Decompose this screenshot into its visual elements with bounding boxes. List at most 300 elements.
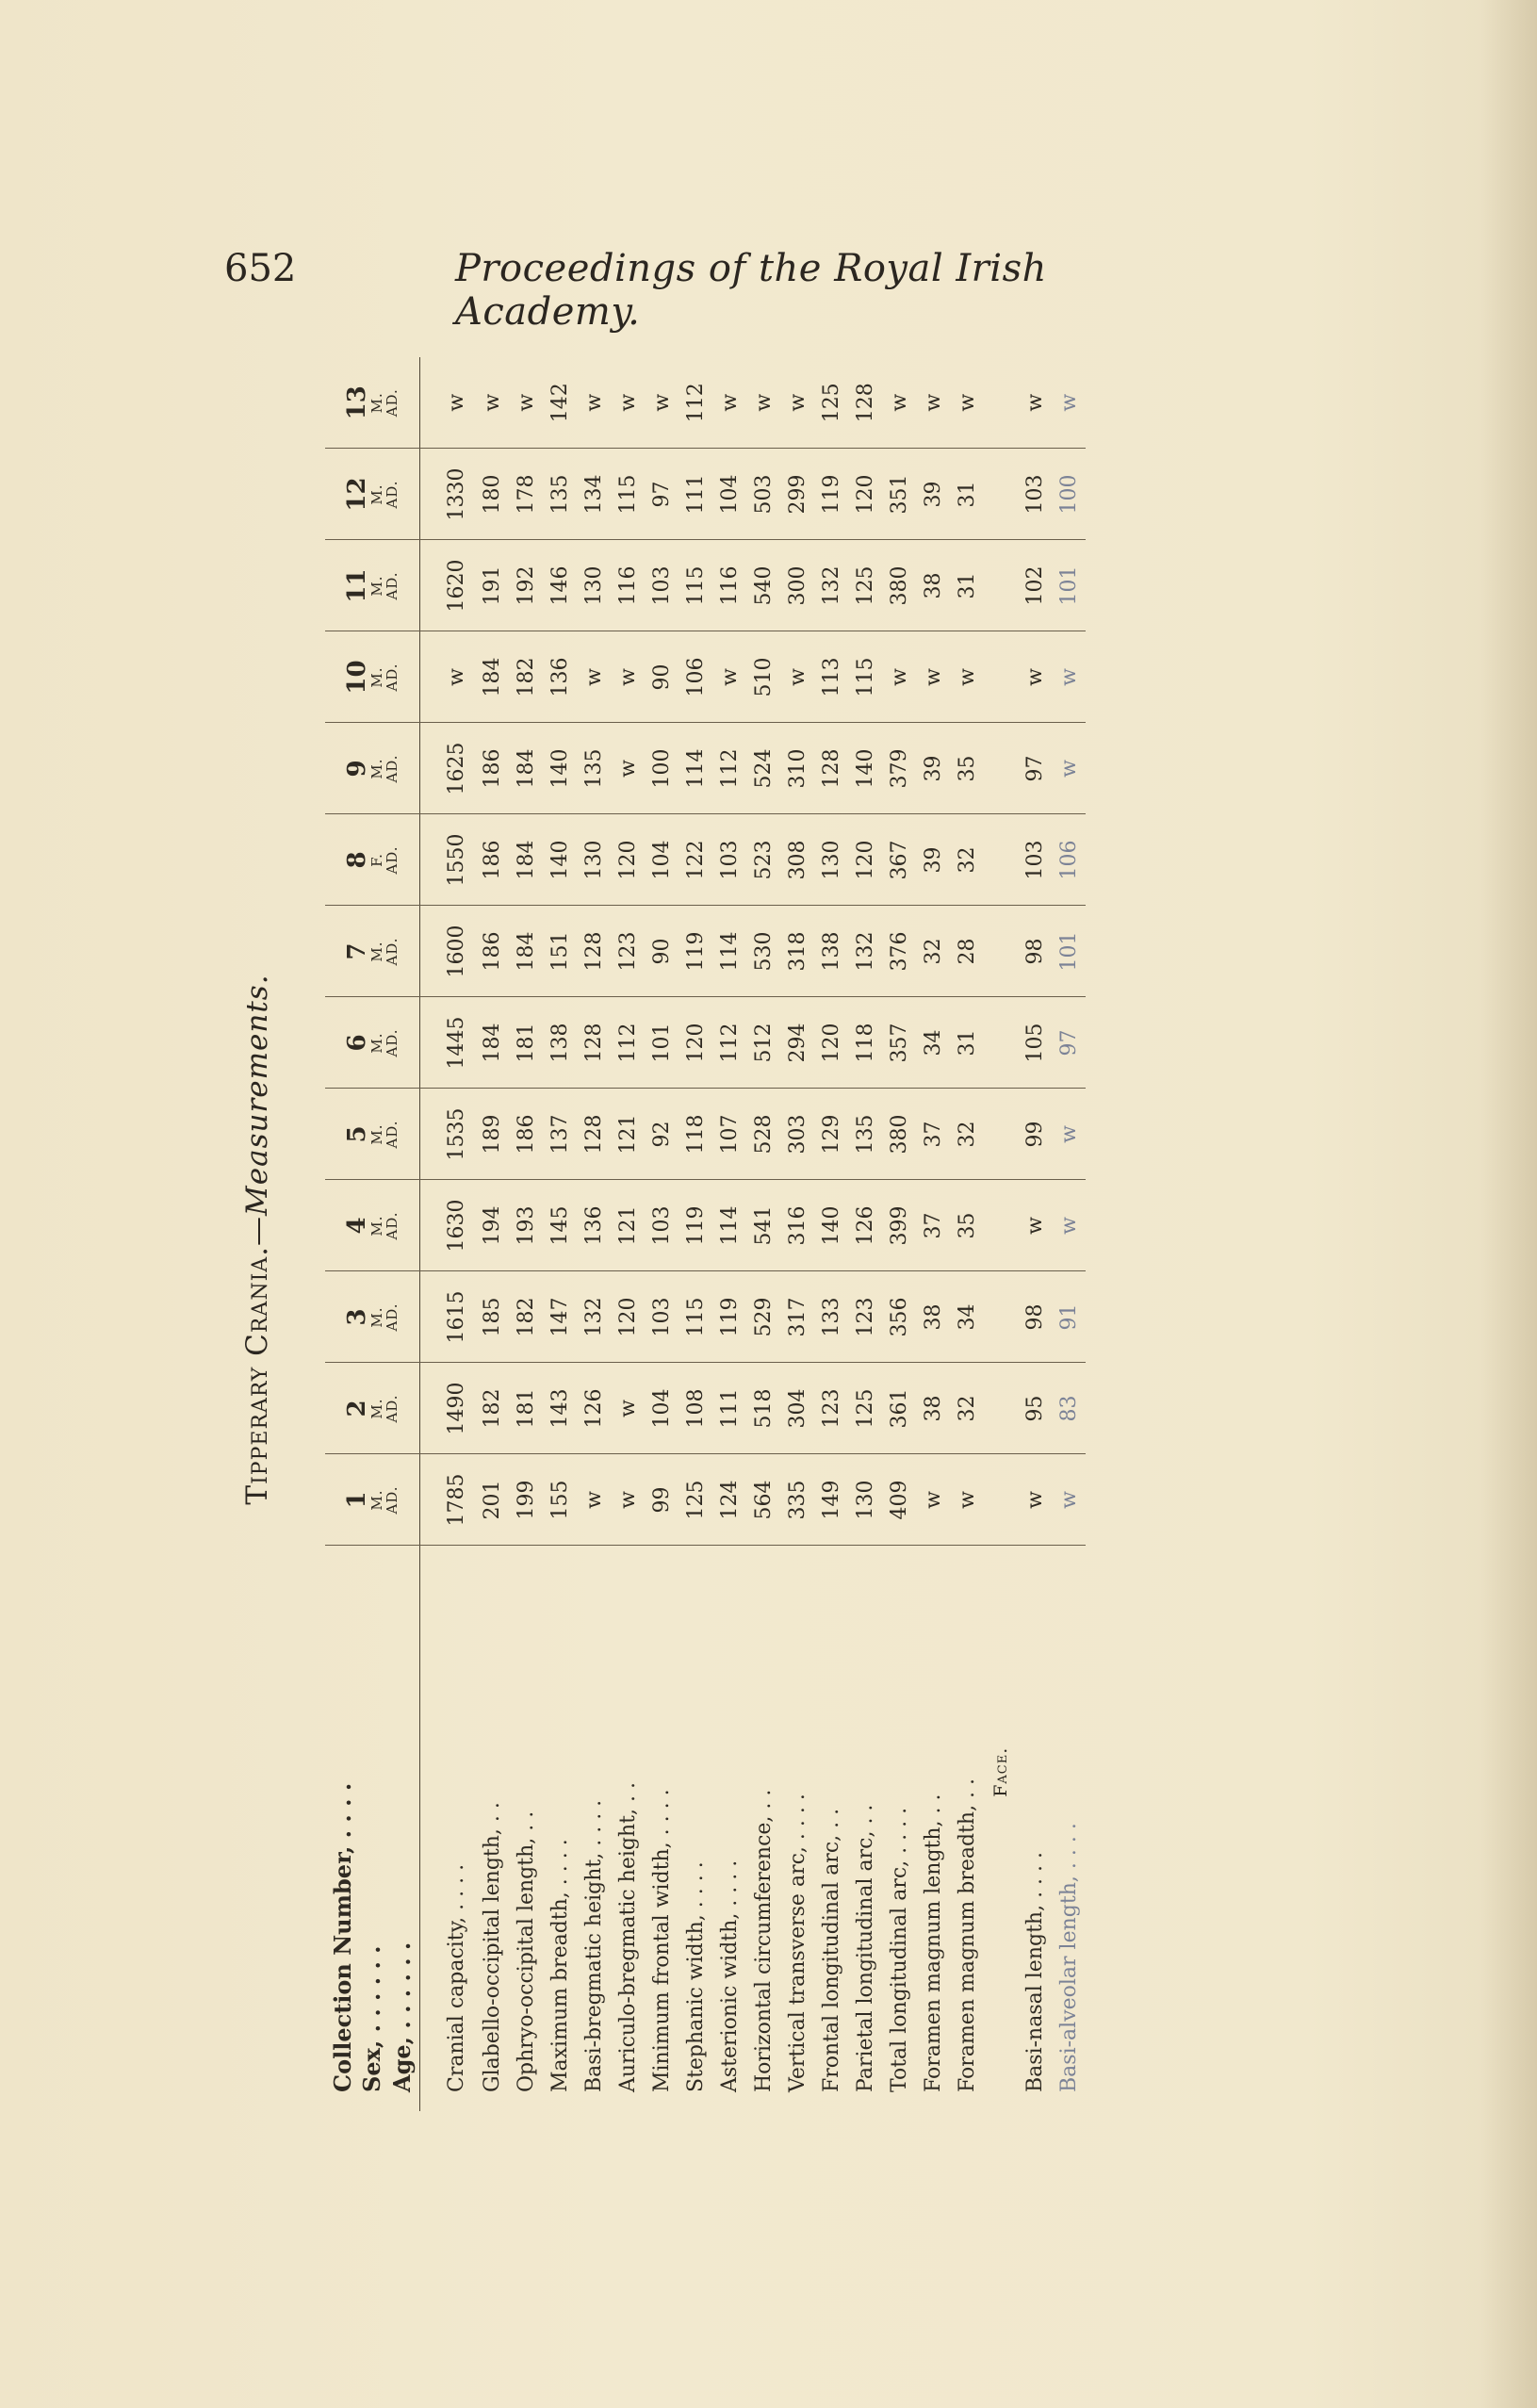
cell-value: 185: [475, 1271, 509, 1363]
face-table-row: [1018, 357, 1052, 2111]
cell-value: w: [1052, 1089, 1086, 1180]
cell-value: 129: [814, 1089, 848, 1180]
cell-value: 128: [577, 997, 611, 1089]
row-label: Basi-nasal length, . . . .: [1022, 1851, 1047, 2092]
table-row: [509, 357, 543, 2111]
cell-value: 106: [1052, 814, 1086, 906]
cell-value: 119: [814, 449, 848, 540]
empty-cell: [984, 449, 1018, 540]
cell-value: 125: [848, 1363, 882, 1454]
column-header-5: [325, 1089, 420, 1180]
cell-value: 102: [1018, 540, 1052, 631]
row-label: Foramen magnum breadth, . .: [955, 1777, 979, 2092]
cell-value: 128: [814, 723, 848, 814]
table-row: [746, 357, 780, 2111]
cell-value: 140: [543, 723, 577, 814]
cell-value: 1330: [420, 449, 476, 540]
cell-value: 104: [645, 814, 679, 906]
cell-value: 132: [848, 906, 882, 997]
cell-value: w: [950, 357, 984, 449]
cell-value: 140: [848, 723, 882, 814]
cell-value: 114: [679, 723, 712, 814]
row-label: Basi-alveolar length, . . . .: [1056, 1823, 1081, 2092]
cell-value: 142: [543, 357, 577, 449]
cell-value: w: [950, 1454, 984, 1546]
empty-cell: [984, 997, 1018, 1089]
column-sex: M.: [368, 575, 385, 597]
row-label: Total longitudinal arc, . . . .: [887, 1807, 911, 2092]
cell-value: 367: [882, 814, 916, 906]
column-age: AD.: [383, 1485, 401, 1515]
cell-value: 136: [543, 631, 577, 723]
rotated-table-region: [203, 330, 1498, 2149]
row-label: Asterionic width, . . . .: [717, 1859, 742, 2092]
table-row: [814, 357, 848, 2111]
cell-value: 104: [645, 1363, 679, 1454]
row-label: Stephanic width, . . . .: [683, 1861, 708, 2092]
cell-value: 530: [746, 906, 780, 997]
cell-value: 125: [848, 540, 882, 631]
cell-value: 112: [611, 997, 645, 1089]
cell-value: 28: [950, 906, 984, 997]
cell-value: 380: [882, 540, 916, 631]
column-header-10: [325, 631, 420, 723]
cell-value: 98: [1018, 906, 1052, 997]
cell-value: 103: [645, 540, 679, 631]
cell-value: 90: [645, 906, 679, 997]
cell-value: 130: [848, 1454, 882, 1546]
cell-value: 184: [475, 631, 509, 723]
cell-value: 140: [543, 814, 577, 906]
cell-value: w: [577, 357, 611, 449]
cell-value: 101: [645, 997, 679, 1089]
running-title: Proceedings of the Royal Irish Academy.: [455, 247, 1047, 334]
cell-value: 178: [509, 449, 543, 540]
cell-value: 120: [679, 997, 712, 1089]
cell-value: 125: [679, 1454, 712, 1546]
column-age: AD.: [383, 1028, 401, 1057]
table-title: [240, 330, 278, 2149]
cell-value: w: [420, 357, 476, 449]
cell-value: w: [1018, 357, 1052, 449]
cell-value: 98: [1018, 1271, 1052, 1363]
column-header-2: [325, 1363, 420, 1454]
cell-value: 35: [950, 723, 984, 814]
cell-value: 32: [950, 1363, 984, 1454]
cell-value: 130: [814, 814, 848, 906]
cell-value: 303: [780, 1089, 814, 1180]
row-label: Vertical transverse arc, . . . .: [785, 1794, 809, 2092]
cell-value: w: [611, 723, 645, 814]
column-age: AD.: [383, 571, 401, 600]
cell-value: w: [882, 631, 916, 723]
cell-value: 512: [746, 997, 780, 1089]
cell-value: 357: [882, 997, 916, 1089]
cell-value: 300: [780, 540, 814, 631]
column-number: 4: [342, 1217, 371, 1235]
column-sex: M.: [368, 1123, 385, 1145]
table-row: [950, 357, 984, 2111]
cell-value: 180: [475, 449, 509, 540]
cell-value: 32: [950, 814, 984, 906]
cell-value: 116: [611, 540, 645, 631]
cell-value: 128: [577, 906, 611, 997]
cell-value: 123: [848, 1271, 882, 1363]
cell-value: 113: [814, 631, 848, 723]
cell-value: 138: [543, 997, 577, 1089]
table-row: [848, 357, 882, 2111]
cell-value: 124: [712, 1454, 746, 1546]
column-sex: M.: [368, 1306, 385, 1328]
cell-value: 103: [645, 1180, 679, 1271]
cell-value: 120: [848, 814, 882, 906]
cell-value: 181: [509, 1363, 543, 1454]
cell-value: 39: [916, 449, 950, 540]
table-row: [882, 357, 916, 2111]
cell-value: 112: [712, 723, 746, 814]
column-number: 6: [342, 1034, 371, 1052]
cell-value: 38: [916, 1271, 950, 1363]
cell-value: 119: [679, 906, 712, 997]
empty-cell: [984, 1089, 1018, 1180]
cell-value: 308: [780, 814, 814, 906]
cell-value: w: [1052, 723, 1086, 814]
cell-value: 351: [882, 449, 916, 540]
column-number: 8: [342, 851, 371, 869]
cell-value: 135: [543, 449, 577, 540]
cell-value: w: [916, 1454, 950, 1546]
section-face-row: [984, 357, 1018, 2111]
column-sex: M.: [368, 1215, 385, 1237]
cell-value: 181: [509, 997, 543, 1089]
cell-value: 317: [780, 1271, 814, 1363]
cell-value: 540: [746, 540, 780, 631]
cell-value: 318: [780, 906, 814, 997]
cell-value: w: [577, 1454, 611, 1546]
cell-value: 105: [1018, 997, 1052, 1089]
sex-label: Sex, . . . . . .: [358, 1945, 386, 2092]
cell-value: 147: [543, 1271, 577, 1363]
cell-value: w: [611, 1363, 645, 1454]
cell-value: 1445: [420, 997, 476, 1089]
cell-value: 130: [577, 540, 611, 631]
column-sex: M.: [368, 941, 385, 962]
cell-value: 186: [475, 906, 509, 997]
column-number: 1: [342, 1491, 371, 1509]
cell-value: 376: [882, 906, 916, 997]
cell-value: 115: [679, 1271, 712, 1363]
cell-value: 115: [611, 449, 645, 540]
cell-value: 151: [543, 906, 577, 997]
empty-cell: [984, 1180, 1018, 1271]
empty-cell: [984, 906, 1018, 997]
cell-value: 145: [543, 1180, 577, 1271]
cell-value: 100: [645, 723, 679, 814]
row-label: Horizontal circumference, . .: [751, 1789, 776, 2092]
cell-value: 37: [916, 1089, 950, 1180]
column-sex: M.: [368, 392, 385, 414]
column-header-12: [325, 449, 420, 540]
cell-value: w: [611, 357, 645, 449]
cell-value: 529: [746, 1271, 780, 1363]
cell-value: 114: [712, 1180, 746, 1271]
cell-value: 34: [950, 1271, 984, 1363]
cell-value: 524: [746, 723, 780, 814]
cell-value: 32: [950, 1089, 984, 1180]
cell-value: 121: [611, 1089, 645, 1180]
cell-value: 1535: [420, 1089, 476, 1180]
column-sex: M.: [368, 1032, 385, 1054]
cell-value: 116: [712, 540, 746, 631]
cell-value: 201: [475, 1454, 509, 1546]
cell-value: 101: [1052, 540, 1086, 631]
cell-value: w: [916, 357, 950, 449]
cell-value: 541: [746, 1180, 780, 1271]
running-header: [224, 247, 1176, 334]
header-label-cell: [325, 1546, 420, 2111]
cell-value: 125: [814, 357, 848, 449]
cell-value: 1615: [420, 1271, 476, 1363]
measurements-table: [325, 357, 1091, 2111]
empty-cell: [984, 814, 1018, 906]
cell-value: 120: [848, 449, 882, 540]
column-sex: M.: [368, 1489, 385, 1511]
cell-value: 149: [814, 1454, 848, 1546]
cell-value: 123: [814, 1363, 848, 1454]
column-header-4: [325, 1180, 420, 1271]
table-row: [577, 357, 611, 2111]
cell-value: 119: [679, 1180, 712, 1271]
cell-value: 112: [712, 997, 746, 1089]
cell-value: 39: [916, 814, 950, 906]
column-age: AD.: [383, 1302, 401, 1332]
table-row: [475, 357, 509, 2111]
cell-value: 304: [780, 1363, 814, 1454]
cell-value: 97: [1052, 997, 1086, 1089]
cell-value: 182: [509, 1271, 543, 1363]
cell-value: 31: [950, 540, 984, 631]
cell-value: 99: [1018, 1089, 1052, 1180]
table-row: [645, 357, 679, 2111]
empty-cell: [984, 357, 1018, 449]
column-sex: M.: [368, 758, 385, 779]
cell-value: 38: [916, 1363, 950, 1454]
cell-value: w: [916, 631, 950, 723]
section-face-label: Face.: [990, 1746, 1011, 1797]
column-header-7: [325, 906, 420, 997]
cell-value: 137: [543, 1089, 577, 1180]
age-label: Age, . . . . . .: [387, 1941, 416, 2092]
cell-value: 38: [916, 540, 950, 631]
cell-value: 1785: [420, 1454, 476, 1546]
row-label: Auriculo-bregmatic height, . .: [615, 1782, 640, 2092]
empty-cell: [984, 1363, 1018, 1454]
column-header-6: [325, 997, 420, 1089]
cell-value: w: [577, 631, 611, 723]
cell-value: 134: [577, 449, 611, 540]
cell-value: w: [1018, 1454, 1052, 1546]
cell-value: 120: [814, 997, 848, 1089]
cell-value: 97: [1018, 723, 1052, 814]
cell-value: 380: [882, 1089, 916, 1180]
cell-value: w: [1052, 357, 1086, 449]
cell-value: 99: [645, 1454, 679, 1546]
cell-value: 97: [645, 449, 679, 540]
cell-value: 103: [1018, 449, 1052, 540]
cell-value: 186: [475, 814, 509, 906]
cell-value: 32: [916, 906, 950, 997]
cell-value: 100: [1052, 449, 1086, 540]
empty-cell: [984, 540, 1018, 631]
column-age: AD.: [383, 1394, 401, 1423]
cell-value: 184: [509, 814, 543, 906]
cell-value: w: [780, 357, 814, 449]
table-row: [679, 357, 712, 2111]
column-number: 3: [342, 1308, 371, 1326]
cell-value: 114: [712, 906, 746, 997]
cell-value: 1600: [420, 906, 476, 997]
cell-value: w: [475, 357, 509, 449]
cell-value: 140: [814, 1180, 848, 1271]
column-age: AD.: [383, 388, 401, 418]
cell-value: 115: [679, 540, 712, 631]
cell-value: 146: [543, 540, 577, 631]
cell-value: 191: [475, 540, 509, 631]
cell-value: 143: [543, 1363, 577, 1454]
cell-value: 294: [780, 997, 814, 1089]
table-bottom-rule: [1086, 357, 1091, 2111]
column-age: AD.: [383, 754, 401, 783]
row-label: Basi-bregmatic height, . . . .: [581, 1799, 606, 2092]
cell-value: 128: [848, 357, 882, 449]
cell-value: 133: [814, 1271, 848, 1363]
table-title-italic: Measurements.: [240, 974, 274, 1216]
table-row: [712, 357, 746, 2111]
cell-value: 103: [645, 1271, 679, 1363]
column-sex: M.: [368, 483, 385, 505]
cell-value: 136: [577, 1180, 611, 1271]
cell-value: 132: [814, 540, 848, 631]
table-row: [611, 357, 645, 2111]
empty-cell: [984, 723, 1018, 814]
cell-value: 118: [848, 997, 882, 1089]
cell-value: 379: [882, 723, 916, 814]
cell-value: 126: [848, 1180, 882, 1271]
cell-value: 409: [882, 1454, 916, 1546]
cell-value: 83: [1052, 1363, 1086, 1454]
cell-value: w: [420, 631, 476, 723]
column-header-9: [325, 723, 420, 814]
cell-value: 316: [780, 1180, 814, 1271]
cell-value: 31: [950, 997, 984, 1089]
cell-value: 128: [577, 1089, 611, 1180]
cell-value: w: [1052, 631, 1086, 723]
cell-value: w: [712, 631, 746, 723]
cell-value: 103: [712, 814, 746, 906]
cell-value: 103: [1018, 814, 1052, 906]
column-number: 9: [342, 760, 371, 778]
cell-value: 111: [679, 449, 712, 540]
column-number: 13: [342, 385, 371, 420]
cell-value: 199: [509, 1454, 543, 1546]
table-title-dash: —: [240, 1215, 274, 1246]
cell-value: w: [509, 357, 543, 449]
empty-cell: [984, 1454, 1018, 1546]
cell-value: 119: [712, 1271, 746, 1363]
cell-value: 107: [712, 1089, 746, 1180]
rotated-table: [203, 330, 1498, 2149]
cell-value: 91: [1052, 1271, 1086, 1363]
cell-value: 111: [712, 1363, 746, 1454]
cell-value: 126: [577, 1363, 611, 1454]
cell-value: 35: [950, 1180, 984, 1271]
column-age: AD.: [383, 845, 401, 875]
row-label: Glabello-occipital length, . .: [480, 1802, 504, 2092]
cell-value: 135: [848, 1089, 882, 1180]
cell-value: 101: [1052, 906, 1086, 997]
cell-value: 37: [916, 1180, 950, 1271]
column-number: 2: [342, 1400, 371, 1417]
row-label: Minimum frontal width, . . . .: [649, 1789, 674, 2092]
cell-value: 356: [882, 1271, 916, 1363]
table-row: [543, 357, 577, 2111]
row-label: Foramen magnum length, . .: [921, 1794, 945, 2092]
cell-value: 310: [780, 723, 814, 814]
cell-value: 528: [746, 1089, 780, 1180]
cell-value: 182: [475, 1363, 509, 1454]
cell-value: 92: [645, 1089, 679, 1180]
cell-value: 564: [746, 1454, 780, 1546]
cell-value: 1620: [420, 540, 476, 631]
cell-value: w: [780, 631, 814, 723]
column-number: 5: [342, 1125, 371, 1143]
row-label: Cranial capacity, . . . .: [444, 1863, 468, 2092]
cell-value: 510: [746, 631, 780, 723]
column-number: 7: [342, 942, 371, 960]
cell-value: 194: [475, 1180, 509, 1271]
cell-value: 130: [577, 814, 611, 906]
cell-value: 135: [577, 723, 611, 814]
cell-value: w: [746, 357, 780, 449]
cell-value: 121: [611, 1180, 645, 1271]
cell-value: 299: [780, 449, 814, 540]
column-sex: F.: [368, 853, 385, 867]
cell-value: 184: [475, 997, 509, 1089]
cell-value: 518: [746, 1363, 780, 1454]
row-label: Parietal longitudinal arc, . .: [853, 1804, 877, 2092]
cell-value: 115: [848, 631, 882, 723]
cell-value: 104: [712, 449, 746, 540]
cell-value: 186: [509, 1089, 543, 1180]
cell-value: 132: [577, 1271, 611, 1363]
cell-value: w: [611, 1454, 645, 1546]
cell-value: 34: [916, 997, 950, 1089]
cell-value: 182: [509, 631, 543, 723]
cell-value: w: [712, 357, 746, 449]
cell-value: 122: [679, 814, 712, 906]
cell-value: w: [1052, 1454, 1086, 1546]
column-number: 11: [342, 568, 371, 603]
cell-value: 106: [679, 631, 712, 723]
column-sex: M.: [368, 666, 385, 688]
column-sex: M.: [368, 1398, 385, 1419]
cell-value: w: [882, 357, 916, 449]
cell-value: w: [611, 631, 645, 723]
cell-value: 361: [882, 1363, 916, 1454]
column-age: AD.: [383, 937, 401, 966]
cell-value: 120: [611, 1271, 645, 1363]
empty-cell: [984, 631, 1018, 723]
